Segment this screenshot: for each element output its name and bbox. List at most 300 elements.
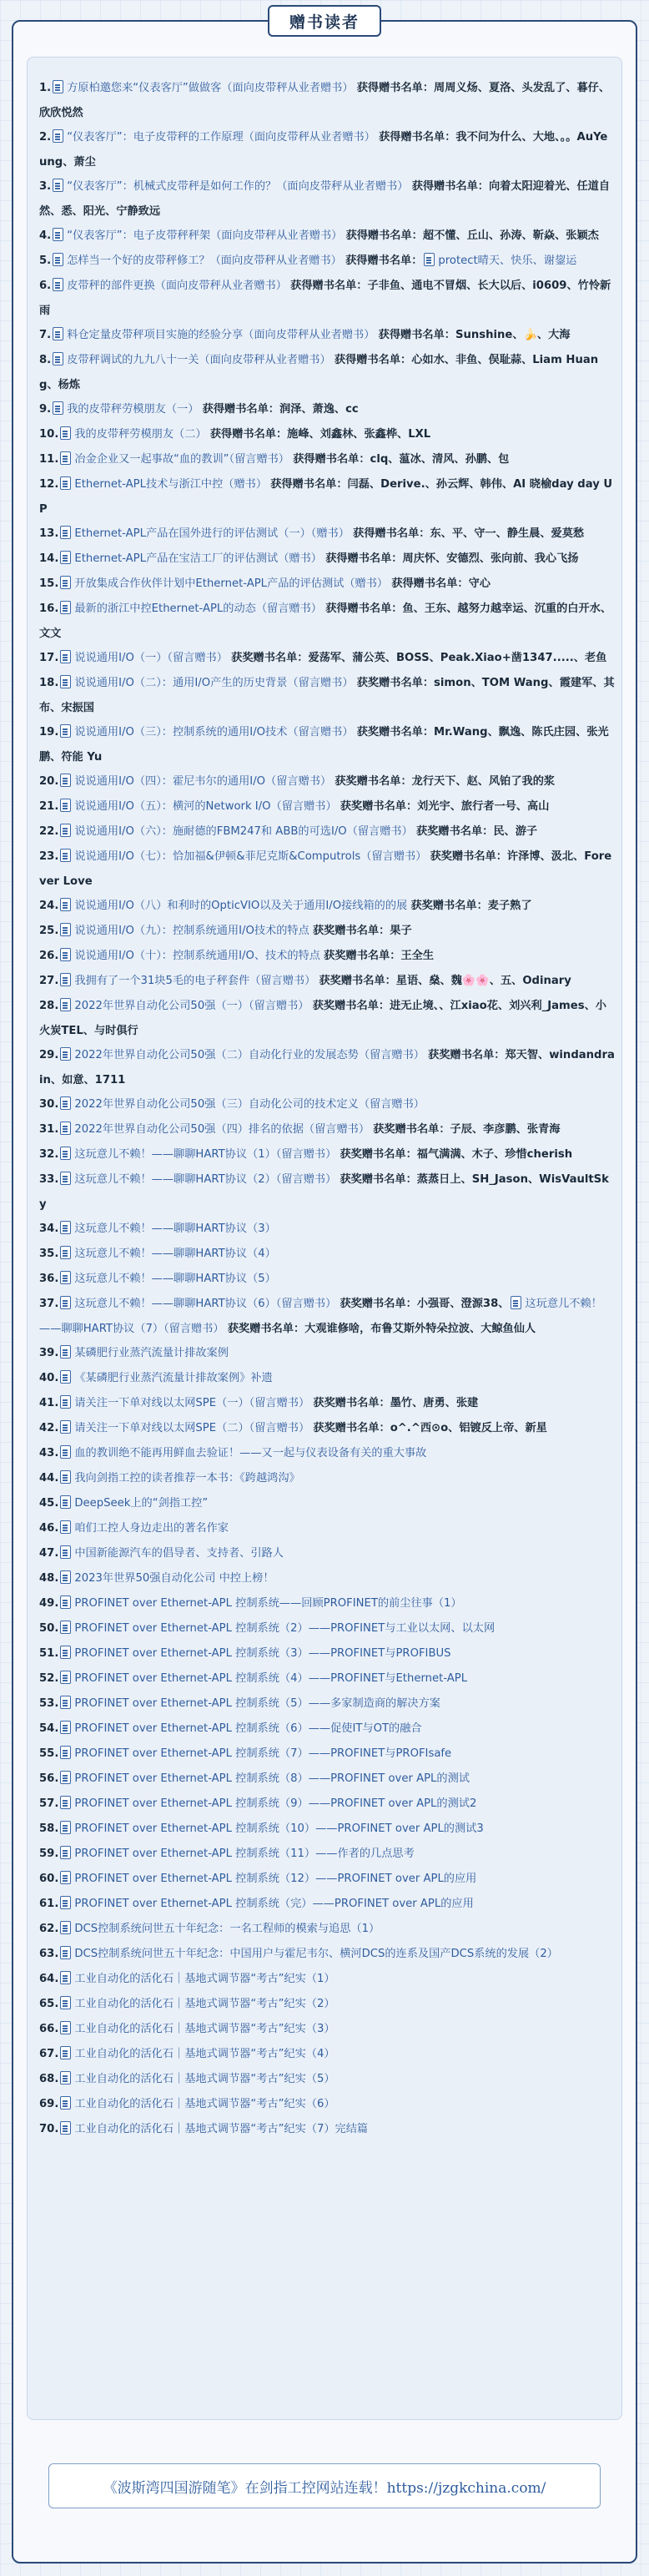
winners-list: 获奖赠书名单：郑天智、windandrain、如意、1711 <box>39 1049 615 1086</box>
article-link[interactable]: Ethernet-APL产品在宝洁工厂的评估测试（赠书） <box>74 552 322 565</box>
article-link[interactable]: 2022年世界自动化公司50强（四）排名的依据（留言赠书） <box>74 1123 370 1136</box>
item-number: 13. <box>39 527 59 540</box>
list-item <box>39 819 615 844</box>
item-number: 40. <box>39 1372 59 1384</box>
article-link[interactable]: 方原柏邀您来“仪表客厅”做做客（面向皮带秤从业者赠书） <box>67 82 354 94</box>
document-icon <box>60 1545 71 1559</box>
winners-list: 获得赠书名单：clq、蕰冰、清风、孙鹏、包 <box>293 453 510 466</box>
document-icon <box>60 1470 71 1484</box>
winners-list: 获得赠书名单：心如水、非鱼、俣耻蒜、Liam Huang、杨炼 <box>39 354 599 391</box>
list-item <box>39 1242 615 1267</box>
document-icon <box>511 1296 521 1309</box>
list-item <box>39 2042 615 2067</box>
list-item <box>39 1892 615 1917</box>
list-item <box>39 1366 615 1391</box>
list-item <box>39 1616 615 1641</box>
list-item <box>39 1217 615 1242</box>
list-item <box>39 447 615 472</box>
item-number: 53. <box>39 1697 59 1710</box>
list-item <box>39 1842 615 1867</box>
article-link[interactable]: 2022年世界自动化公司50强（二）自动化行业的发展态势（留言赠书） <box>74 1049 425 1061</box>
article-link[interactable]: PROFINET over Ethernet-APL 控制系统（6）——促使IT与OT的融合 <box>74 1722 422 1735</box>
item-number: 19. <box>39 726 59 739</box>
item-number: 52. <box>39 1672 59 1685</box>
article-link[interactable]: 中国新能源汽车的倡导者、支持者、引路人 <box>74 1547 284 1560</box>
winners-list: 获奖赠书名单：福气满满、木子、珍惜cherish <box>340 1148 573 1161</box>
list-item <box>39 1942 615 1967</box>
article-link[interactable]: 最新的浙江中控Ethernet-APL的动态（留言赠书） <box>74 602 322 615</box>
item-number: 46. <box>39 1522 59 1535</box>
document-icon <box>60 2071 71 2084</box>
article-link[interactable]: 工业自动化的活化石｜基地式调节器“考古”纪实（6） <box>74 2098 335 2110</box>
document-icon <box>60 1971 71 1984</box>
list-item <box>39 1591 615 1616</box>
item-number: 59. <box>39 1848 59 1860</box>
list-item <box>39 274 615 323</box>
document-icon <box>60 2096 71 2110</box>
document-icon <box>60 1520 71 1534</box>
winners-list: 获得赠书名单：润泽、萧逸、cc <box>202 403 359 416</box>
document-icon <box>60 1271 71 1284</box>
document-icon <box>60 1696 71 1709</box>
list-item <box>39 1292 615 1341</box>
winners-list: 获奖赠书名单：o^.^西⊙o、铝镀反上帝、新星 <box>313 1422 547 1434</box>
article-link[interactable]: 这玩意儿不赖！——聊聊HART协议（5） <box>74 1273 276 1285</box>
list-item <box>39 944 615 969</box>
document-icon <box>60 1221 71 1234</box>
winners-list: 获得赠书名单：守心 <box>391 577 491 590</box>
item-number: 66. <box>39 2023 59 2035</box>
document-icon <box>60 1395 71 1409</box>
winners-list: 获得赠书名单：周庆怀、安德烈、张向前、我心飞扬 <box>325 552 579 565</box>
list-item <box>39 1917 615 1942</box>
winners-list: 获奖赠书名单：子辰、李彦鹏、张青海 <box>373 1123 561 1136</box>
item-number: 26. <box>39 950 59 962</box>
list-item <box>39 994 615 1043</box>
winners-list: 获得赠书名单：鱼、王东、越努力越幸运、沉重的白开水、文文 <box>39 602 612 640</box>
list-item <box>39 1967 615 1992</box>
item-number: 21. <box>39 800 59 813</box>
item-number: 42. <box>39 1422 59 1434</box>
document-icon <box>60 898 71 911</box>
winners-list: 获奖赠书名单：麦子熟了 <box>410 900 532 912</box>
article-link[interactable]: 我的皮带秤劳模朋友（二） <box>74 428 207 441</box>
gift-readers-list <box>27 57 622 2420</box>
item-number: 12. <box>39 478 59 491</box>
list-item <box>39 1541 615 1566</box>
article-link[interactable]: 我的皮带秤劳模朋友（一） <box>67 403 199 416</box>
item-number: 56. <box>39 1772 59 1785</box>
list-item <box>39 2017 615 2042</box>
winners-list: 获奖赠书名单：simon、TOM Wang、霞建军、其布、宋振国 <box>39 677 615 714</box>
document-icon <box>60 601 71 614</box>
article-link[interactable]: 说说通用I/O（九）：控制系统通用I/O技术的特点 <box>74 925 309 937</box>
list-item <box>39 1441 615 1466</box>
document-icon <box>60 1871 71 1884</box>
document-icon <box>60 2121 71 2135</box>
document-icon <box>60 551 71 564</box>
item-number: 17. <box>39 652 59 664</box>
article-link[interactable]: 说说通用I/O（一）（留言赠书） <box>74 652 228 664</box>
article-link[interactable]: 这玩意儿不赖！——聊聊HART协议（2）（留言赠书） <box>74 1173 337 1186</box>
article-link[interactable]: 咱们工控人身边走出的著名作家 <box>74 1522 229 1535</box>
list-item <box>39 844 615 894</box>
winners-list: 获奖赠书名单：Mr.Wang、飘逸、陈氏庄园、张光鹏、符能 Yu <box>39 726 609 764</box>
document-icon <box>53 228 63 241</box>
winners-list: 获得赠书名单： <box>345 255 423 267</box>
list-item <box>39 1641 615 1666</box>
document-icon <box>60 1896 71 1909</box>
list-item <box>39 1566 615 1591</box>
document-icon <box>60 426 71 440</box>
winners-list: 获得赠书名单：向着太阳迎着光、任道自然、悉、阳光、宁静致远 <box>39 180 611 218</box>
list-item <box>39 323 615 348</box>
article-link[interactable]: 冶金企业又一起事故“血的教训”（留言赠书） <box>74 453 289 466</box>
document-icon <box>60 1147 71 1160</box>
list-item <box>39 1142 615 1167</box>
winners-list: 获奖赠书名单：进无止境、、江xiao花、刘兴利_James、小火炭TEL、与时俱行 <box>39 1000 606 1037</box>
list-item <box>39 472 615 522</box>
list-item <box>39 2117 615 2142</box>
item-number: 37. <box>39 1298 59 1310</box>
item-number: 23. <box>39 850 59 863</box>
item-number: 6. <box>39 280 52 292</box>
item-number: 5. <box>39 255 52 267</box>
item-number: 14. <box>39 552 59 565</box>
article-link[interactable]: 2022年世界自动化公司50强（三）自动化公司的技术定义（留言赠书） <box>74 1098 425 1111</box>
item-number: 64. <box>39 1973 59 1985</box>
list-item <box>39 1391 615 1416</box>
footer-link-banner[interactable]: 《波斯湾四国游随笔》在剑指工控网站连载！https://jzgkchina.com/ <box>48 2463 601 2508</box>
article-link[interactable]: PROFINET over Ethernet-APL 控制系统（10）——PROFINET over APL的测试3 <box>74 1822 484 1835</box>
header-badge: 赠书读者 <box>268 5 381 37</box>
article-link[interactable]: 这玩意儿不赖！——聊聊HART协议（7）（留言赠书） <box>39 1298 602 1335</box>
article-link[interactable]: 2022年世界自动化公司50强（一）（留言赠书） <box>74 1000 309 1012</box>
list-item <box>39 671 615 720</box>
document-icon <box>60 476 71 490</box>
item-number: 57. <box>39 1797 59 1810</box>
article-link[interactable]: “仪表客厅”：电子皮带秤秤架（面向皮带秤从业者赠书） <box>67 229 343 242</box>
list-item <box>39 1716 615 1742</box>
document-icon <box>60 1671 71 1684</box>
item-number: 31. <box>39 1123 59 1136</box>
winners-list: 获得赠书名单：东、平、守一、静生晨、爱莫愁 <box>353 527 585 540</box>
item-number: 10. <box>39 428 59 441</box>
document-icon <box>60 675 71 688</box>
winners-list: 获奖赠书名单：王全生 <box>324 950 435 962</box>
item-number: 36. <box>39 1273 59 1285</box>
article-link[interactable]: 料仓定量皮带秤项目实施的经验分享（面向皮带秤从业者赠书） <box>67 329 375 341</box>
list-item <box>39 1767 615 1792</box>
article-link[interactable]: 说说通用I/O（七）：恰加福&伊顿&菲尼克斯&Computrols（留言赠书） <box>74 850 427 863</box>
item-number: 28. <box>39 1000 59 1012</box>
list-item <box>39 1792 615 1817</box>
winners-list: 获得赠书名单：施峰、刘鑫林、张鑫桦、LXL <box>209 428 431 441</box>
article-link[interactable]: “仪表客厅”：机械式皮带秤是如何工作的？（面向皮带秤从业者赠书） <box>67 180 409 193</box>
article-link[interactable]: PROFINET over Ethernet-APL 控制系统（5）——多家制造商的解决方案 <box>74 1697 440 1710</box>
document-icon <box>60 1721 71 1734</box>
item-number: 1. <box>39 82 52 94</box>
document-icon <box>60 1246 71 1259</box>
document-icon <box>53 278 63 291</box>
document-icon <box>60 1096 71 1110</box>
item-number: 18. <box>39 677 59 689</box>
list-item <box>39 1691 615 1716</box>
article-link[interactable]: 我拥有了一个31块5毛的电子秤套件（留言赠书） <box>74 975 316 987</box>
winners-list: 获奖赠书名单：民、游子 <box>416 825 538 838</box>
list-item <box>39 547 615 572</box>
list-item <box>39 1742 615 1767</box>
item-number: 2. <box>39 131 52 144</box>
document-icon <box>424 253 435 266</box>
list-item <box>39 919 615 944</box>
document-icon <box>60 998 71 1011</box>
article-link[interactable]: 说说通用I/O（八）和利时的OpticVIO以及关于通用I/O接线箱的的展 <box>74 900 408 912</box>
list-item <box>39 1516 615 1541</box>
article-link[interactable]: 说说通用I/O（二）：通用I/O产生的历史背景（留言赠书） <box>74 677 354 689</box>
winners-list: 获奖赠书名单：爱荡军、蒲公英、BOSS、Peak.Xiao+凿1347.....、老鱼 <box>231 652 607 664</box>
item-number: 51. <box>39 1647 59 1660</box>
item-number: 58. <box>39 1822 59 1835</box>
article-link[interactable]: 皮带秤的部件更换（面向皮带秤从业者赠书） <box>67 280 287 292</box>
document-icon <box>60 774 71 787</box>
list-item <box>39 794 615 819</box>
winners-list: 获奖赠书名单：大观谁修啥，布鲁艾斯外特朵拉波、大鲸鱼仙人 <box>227 1322 536 1335</box>
document-icon <box>60 1345 71 1359</box>
item-number: 4. <box>39 229 52 242</box>
article-link[interactable]: 怎样当一个好的皮带秤修工？（面向皮带秤从业者赠书） <box>67 255 342 267</box>
list-item <box>39 422 615 447</box>
article-link[interactable]: 说说通用I/O（四）：霍尼韦尔的通用I/O（留言赠书） <box>74 775 332 788</box>
item-number: 32. <box>39 1148 59 1161</box>
list-item <box>39 1416 615 1441</box>
document-icon <box>60 1445 71 1459</box>
article-link[interactable]: 请关注一下单对线以太网SPE（二）（留言赠书） <box>74 1422 310 1434</box>
article-link[interactable]: 《某磷肥行业蒸汽流量计排故案例》补遗 <box>74 1372 273 1384</box>
article-link[interactable]: 说说通用I/O（五）：横河的Network I/O（留言赠书） <box>74 800 337 813</box>
article-link[interactable]: PROFINET over Ethernet-APL 控制系统（4）——PROFINET与Ethernet-APL <box>74 1672 468 1685</box>
document-icon <box>60 923 71 936</box>
article-link[interactable]: 说说通用I/O（六）：施耐德的FBM247和 ABB的可选I/O（留言赠书） <box>74 825 413 838</box>
article-link[interactable]: 说说通用I/O（三）：控制系统的通用I/O技术（留言赠书） <box>74 726 354 739</box>
winners-list: 获奖赠书名单：蒸蒸日上、SH_Jason、WisVaultSky <box>39 1173 609 1211</box>
list-item <box>39 969 615 994</box>
item-number: 65. <box>39 1998 59 2010</box>
winners-extra: protect晴天、快乐、谢鋆运 <box>438 255 577 267</box>
list-item <box>39 397 615 422</box>
article-link[interactable]: 这玩意儿不赖！——聊聊HART协议（4） <box>74 1248 276 1260</box>
item-number: 33. <box>39 1173 59 1186</box>
article-link[interactable]: 某磷肥行业蒸汽流量计排故案例 <box>74 1347 229 1359</box>
winners-list: 获奖赠书名单：果子 <box>312 925 412 937</box>
winners-list: 获得赠书名单：Sunshine、🍌、大海 <box>378 329 571 341</box>
list-item <box>39 1341 615 1366</box>
article-link[interactable]: DCS控制系统问世五十年纪念：一名工程师的模索与追思（1） <box>74 1923 380 1935</box>
list-item <box>39 348 615 397</box>
document-icon <box>60 1370 71 1384</box>
item-number: 39. <box>39 1347 59 1359</box>
document-icon <box>60 1996 71 2009</box>
document-icon <box>60 849 71 862</box>
winners-list: 获得赠书名单：我不问为什么、大地、。。AuYeung、萧尘 <box>39 131 608 169</box>
article-link[interactable]: PROFINET over Ethernet-APL 控制系统（11）——作者的几点思考 <box>74 1848 415 1860</box>
list-item <box>39 1043 615 1092</box>
item-number: 22. <box>39 825 59 838</box>
list-item <box>39 1992 615 2017</box>
item-number: 15. <box>39 577 59 590</box>
item-number: 16. <box>39 602 59 615</box>
article-link[interactable]: 开放集成合作伙伴计划中Ethernet-APL产品的评估测试（赠书） <box>74 577 389 590</box>
document-icon <box>60 824 71 837</box>
list-item <box>39 1867 615 1892</box>
document-icon <box>60 451 71 465</box>
article-link[interactable]: 这玩意儿不赖！——聊聊HART协议（6）（留言赠书） <box>74 1298 337 1310</box>
item-number: 60. <box>39 1873 59 1885</box>
document-icon <box>53 327 63 340</box>
document-icon <box>60 1570 71 1584</box>
document-icon <box>60 1796 71 1809</box>
article-link[interactable]: “仪表客厅”：电子皮带秤的工作原理（面向皮带秤从业者赠书） <box>67 131 375 144</box>
document-icon <box>60 948 71 961</box>
article-link[interactable]: 这玩意儿不赖！——聊聊HART协议（1）（留言赠书） <box>74 1148 337 1161</box>
item-number: 27. <box>39 975 59 987</box>
list-item <box>39 646 615 671</box>
document-icon <box>60 1771 71 1784</box>
article-link[interactable]: DCS控制系统问世五十年纪念：中国用户与霍尼韦尔、横河DCS的连系及国产DCS系统的发展（2） <box>74 1948 558 1960</box>
article-link[interactable]: 请关注一下单对线以太网SPE（一）（留言赠书） <box>74 1397 310 1409</box>
article-link[interactable]: 工业自动化的活化石｜基地式调节器“考古”纪实（1） <box>74 1973 335 1985</box>
list-item <box>39 1117 615 1142</box>
document-icon <box>60 526 71 539</box>
document-icon <box>60 799 71 812</box>
article-link[interactable]: 工业自动化的活化石｜基地式调节器“考古”纪实（4） <box>74 2048 335 2060</box>
item-number: 24. <box>39 900 59 912</box>
winners-list: 获奖赠书名单：许泽博、汲北、Forever Love <box>39 850 612 888</box>
list-item <box>39 1666 615 1691</box>
item-number: 54. <box>39 1722 59 1735</box>
article-link[interactable]: 工业自动化的活化石｜基地式调节器“考古”纪实（3） <box>74 2023 335 2035</box>
item-number: 34. <box>39 1222 59 1235</box>
document-icon <box>53 179 63 192</box>
list-item <box>39 769 615 794</box>
winners-list: 获奖赠书名单：龙行天下、赵、风铂了我的浆 <box>335 775 556 788</box>
article-link[interactable]: DeepSeek上的“剑指工控” <box>74 1497 209 1510</box>
item-number: 70. <box>39 2123 59 2135</box>
item-number: 7. <box>39 329 52 341</box>
article-link[interactable]: PROFINET over Ethernet-APL 控制系统（9）——PROFINET over APL的测试2 <box>74 1797 477 1810</box>
document-icon <box>60 1821 71 1834</box>
list-item <box>39 1167 615 1217</box>
document-icon <box>60 1047 71 1061</box>
item-number: 29. <box>39 1049 59 1061</box>
item-number: 55. <box>39 1747 59 1760</box>
item-number: 68. <box>39 2073 59 2085</box>
article-link[interactable]: PROFINET over Ethernet-APL 控制系统（12）——PROFINET over APL的应用 <box>74 1873 477 1885</box>
document-icon <box>60 724 71 738</box>
article-link[interactable]: 我向剑指工控的读者推荐一本书：《跨越鸿沟》 <box>74 1472 300 1485</box>
list-item <box>39 174 615 224</box>
item-number: 11. <box>39 453 59 466</box>
list-item <box>39 597 615 646</box>
list-item <box>39 1466 615 1491</box>
document-icon <box>53 401 63 415</box>
item-number: 30. <box>39 1098 59 1111</box>
list-item <box>39 224 615 249</box>
item-number: 35. <box>39 1248 59 1260</box>
article-link[interactable]: 工业自动化的活化石｜基地式调节器“考古”纪实（5） <box>74 2073 335 2085</box>
article-link[interactable]: 说说通用I/O（十）：控制系统通用I/O、技术的特点 <box>74 950 320 962</box>
document-icon <box>60 1420 71 1434</box>
document-icon <box>60 1172 71 1185</box>
article-link[interactable]: PROFINET over Ethernet-APL 控制系统（完）——PROFINET over APL的应用 <box>74 1898 474 1910</box>
item-number: 9. <box>39 403 52 416</box>
article-link[interactable]: 2023年世界50强自动化公司 中控上榜！ <box>74 1572 274 1585</box>
document-icon <box>60 1946 71 1959</box>
item-number: 61. <box>39 1898 59 1910</box>
document-icon <box>60 1846 71 1859</box>
document-icon <box>60 1122 71 1135</box>
document-icon <box>60 1296 71 1309</box>
article-link[interactable]: PROFINET over Ethernet-APL 控制系统——回顾PROFINET的前尘往事（1） <box>74 1597 462 1610</box>
document-icon <box>60 1596 71 1609</box>
item-number: 48. <box>39 1572 59 1585</box>
article-link[interactable]: Ethernet-APL技术与浙江中控（赠书） <box>74 478 268 491</box>
document-icon <box>60 1921 71 1934</box>
article-link[interactable]: 皮带秤调试的九九八十一关（面向皮带秤从业者赠书） <box>67 354 331 366</box>
article-link[interactable]: PROFINET over Ethernet-APL 控制系统（3）——PROFINET与PROFIBUS <box>74 1647 451 1660</box>
document-icon <box>53 253 63 266</box>
item-number: 8. <box>39 354 52 366</box>
article-link[interactable]: 工业自动化的活化石｜基地式调节器“考古”纪实（2） <box>74 1998 335 2010</box>
article-link[interactable]: 这玩意儿不赖！——聊聊HART协议（3） <box>74 1222 276 1235</box>
document-icon <box>60 973 71 986</box>
winners-list: 获奖赠书名单：墨竹、唐勇、张建 <box>313 1397 479 1409</box>
document-icon <box>60 1646 71 1659</box>
article-link[interactable]: PROFINET over Ethernet-APL 控制系统（2）——PROFINET与工业以太网、以太网 <box>74 1622 496 1635</box>
article-link[interactable]: PROFINET over Ethernet-APL 控制系统（7）——PROFINET与PROFIsafe <box>74 1747 452 1760</box>
list-item <box>39 2092 615 2117</box>
list-item <box>39 1267 615 1292</box>
item-number: 47. <box>39 1547 59 1560</box>
item-number: 63. <box>39 1948 59 1960</box>
document-icon <box>60 650 71 663</box>
item-number: 50. <box>39 1622 59 1635</box>
document-icon <box>53 352 63 365</box>
document-icon <box>60 576 71 589</box>
item-number: 20. <box>39 775 59 788</box>
item-number: 49. <box>39 1597 59 1610</box>
list-item <box>39 1491 615 1516</box>
list-item <box>39 2067 615 2092</box>
article-link[interactable]: PROFINET over Ethernet-APL 控制系统（8）——PROFINET over APL的测试 <box>74 1772 470 1785</box>
article-link[interactable]: Ethernet-APL产品在国外进行的评估测试（一）（赠书） <box>74 527 350 540</box>
item-number: 62. <box>39 1923 59 1935</box>
item-number: 43. <box>39 1447 59 1459</box>
list-item <box>39 522 615 547</box>
article-link[interactable]: 工业自动化的活化石｜基地式调节器“考古”纪实（7）完结篇 <box>74 2123 369 2135</box>
list-item <box>39 572 615 597</box>
list-item <box>39 125 615 174</box>
winners-list: 获得赠书名单：周周义炀、夏洛、头发乱了、暮仔、欣欣悦然 <box>39 82 611 119</box>
document-icon <box>53 129 63 143</box>
article-link[interactable]: 血的教训绝不能再用鲜血去验证！——又一起与仪表设备有关的重大事故 <box>74 1447 427 1459</box>
item-number: 3. <box>39 180 52 193</box>
winners-list: 获得赠书名单：闫磊、Derive.、孙云辉、韩伟、AI 晓榆day day UP <box>39 478 613 516</box>
item-number: 25. <box>39 925 59 937</box>
item-number: 69. <box>39 2098 59 2110</box>
list-item <box>39 1092 615 1117</box>
document-icon <box>60 2046 71 2059</box>
